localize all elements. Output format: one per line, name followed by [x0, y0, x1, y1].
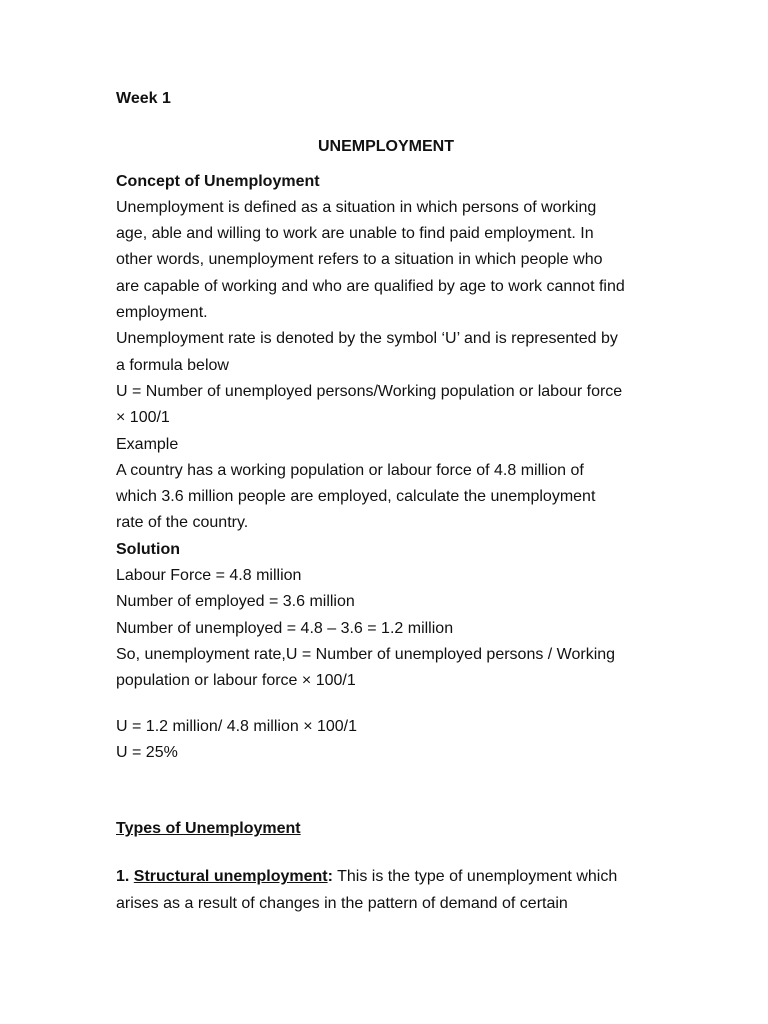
example-paragraph: [116, 458, 656, 537]
definition-line: employment.: [116, 304, 208, 322]
result-block: [116, 714, 656, 767]
week-label: Week 1: [116, 90, 171, 107]
structural-colon: :: [327, 868, 333, 886]
formula-line: × 100/1: [116, 409, 170, 427]
result-line: U = 25%: [116, 743, 178, 761]
structural-paragraph: [116, 864, 656, 917]
solution-line: population or labour force × 100/1: [116, 672, 356, 690]
rate-line: a formula below: [116, 356, 229, 374]
solution-label: Solution: [116, 540, 180, 558]
concept-heading: Concept of Unemployment: [116, 172, 320, 190]
solution-line: So, unemployment rate,U = Number of unemployed persons / Working: [116, 645, 616, 663]
definition-line: are capable of working and who are qualified by age to work cannot find: [116, 277, 625, 295]
solution-line: Number of employed = 3.6 million: [116, 593, 355, 611]
definition-line: age, able and willing to work are unable to find paid employment. In: [116, 225, 594, 243]
solution-line: Number of unemployed = 4.8 – 3.6 = 1.2 million: [116, 619, 454, 637]
example-line: which 3.6 million people are employed, calculate the unemployment: [116, 488, 596, 506]
structural-first-line: [116, 864, 656, 890]
rate-line: Unemployment rate is denoted by the symbol ‘U’ and is represented by: [116, 330, 618, 348]
formula-line: U = Number of unemployed persons/Working population or labour force: [116, 382, 623, 400]
rate-paragraph: [116, 326, 656, 379]
page-title: UNEMPLOYMENT: [318, 138, 454, 156]
solution-line: Labour Force = 4.8 million: [116, 567, 302, 585]
types-heading: Types of Unemployment: [116, 820, 301, 838]
structural-continuation: arises as a result of changes in the pattern of demand of certain: [116, 894, 568, 912]
document-page: [116, 86, 656, 917]
formula-paragraph: [116, 379, 656, 432]
definition-paragraph: [116, 195, 656, 326]
solution-steps: [116, 563, 656, 694]
structural-number: 1.: [116, 868, 130, 886]
example-line: A country has a working population or labour force of 4.8 million of: [116, 461, 584, 479]
definition-line: other words, unemployment refers to a situation in which people who: [116, 251, 603, 269]
example-label: Example: [116, 435, 179, 453]
structural-text: This is the type of unemployment which: [332, 868, 618, 886]
definition-line: Unemployment is defined as a situation in which persons of working: [116, 198, 597, 216]
example-line: rate of the country.: [116, 514, 249, 532]
result-line: U = 1.2 million/ 4.8 million × 100/1: [116, 717, 358, 735]
structural-term: Structural unemployment: [133, 868, 328, 886]
